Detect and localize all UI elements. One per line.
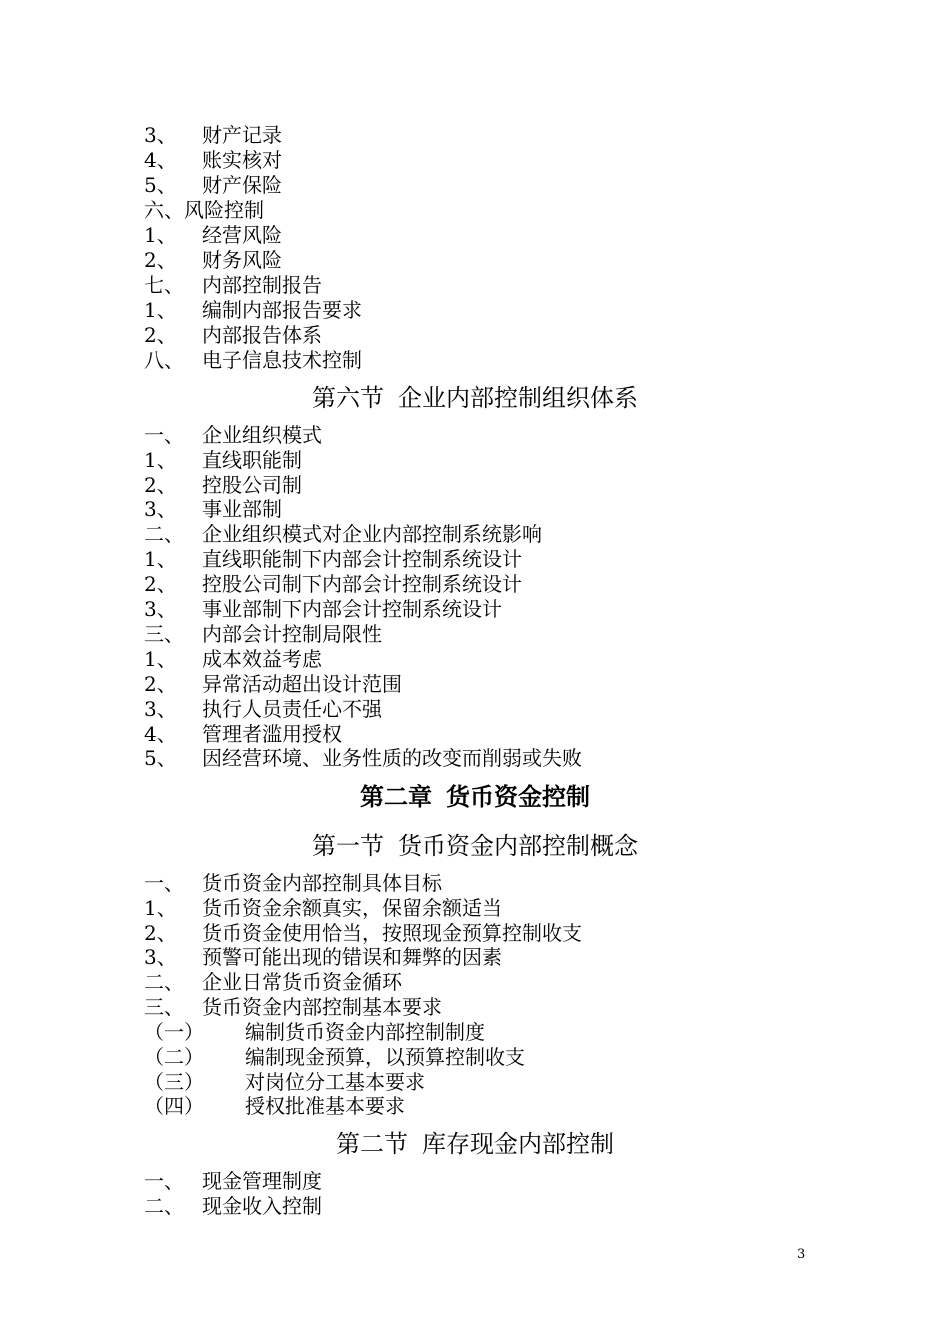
page-number: 3 — [797, 1247, 806, 1262]
item-text: 六、风险控制 — [144, 198, 264, 222]
item-number: 七、 — [144, 273, 184, 297]
item-text: 财产记录 — [202, 123, 282, 147]
list-item — [144, 1094, 405, 1119]
item-text: 编制现金预算，以预算控制收支 — [245, 1045, 525, 1069]
list-item — [144, 995, 442, 1020]
list-item — [144, 647, 322, 672]
list-item — [144, 123, 282, 148]
item-text: 直线职能制下内部会计控制系统设计 — [202, 547, 522, 571]
item-number: 二、 — [144, 970, 184, 994]
list-item — [144, 547, 522, 572]
section-label: 第六节 — [312, 384, 384, 412]
list-item — [144, 572, 522, 597]
item-text: 现金管理制度 — [202, 1169, 322, 1193]
item-text: 直线职能制 — [202, 448, 302, 472]
item-number: 2、 — [144, 921, 177, 945]
item-text: 事业部制下内部会计控制系统设计 — [202, 597, 502, 621]
item-number: 2、 — [144, 473, 177, 497]
item-text: 管理者滥用授权 — [202, 722, 342, 746]
list-item — [144, 722, 342, 747]
item-text: 企业组织模式对企业内部控制系统影响 — [202, 522, 542, 546]
item-number: 一、 — [144, 423, 184, 447]
item-text: 控股公司制 — [202, 473, 302, 497]
item-number: 三、 — [144, 622, 184, 646]
item-text: 现金收入控制 — [202, 1194, 322, 1218]
list-item — [144, 248, 282, 273]
list-item — [144, 871, 442, 896]
list-item — [144, 1020, 485, 1045]
list-item — [144, 1194, 322, 1219]
item-number: （二） — [144, 1045, 204, 1069]
item-text: 电子信息技术控制 — [202, 348, 362, 372]
item-text: 对岗位分工基本要求 — [245, 1070, 425, 1094]
item-text: 执行人员责任心不强 — [202, 697, 382, 721]
list-item — [144, 697, 382, 722]
item-number: 1、 — [144, 547, 177, 571]
list-item — [144, 921, 582, 946]
list-item — [144, 522, 542, 547]
item-text: 授权批准基本要求 — [245, 1094, 405, 1118]
item-text: 因经营环境、业务性质的改变而削弱或失败 — [202, 746, 582, 770]
section-title: 企业内部控制组织体系 — [398, 384, 638, 412]
section-title: 货币资金内部控制概念 — [398, 832, 638, 860]
item-text: 内部会计控制局限性 — [202, 622, 382, 646]
section-heading — [0, 382, 950, 414]
item-number: 1、 — [144, 298, 177, 322]
list-item — [144, 1169, 322, 1194]
item-number: 1、 — [144, 896, 177, 920]
item-text: 经营风险 — [202, 223, 282, 247]
list-item — [144, 672, 402, 697]
section-heading — [0, 1128, 950, 1160]
item-text: 内部报告体系 — [202, 323, 322, 347]
list-item — [144, 597, 502, 622]
list-item — [144, 273, 322, 298]
item-number: 一、 — [144, 1169, 184, 1193]
list-item — [144, 945, 502, 970]
item-number: 1、 — [144, 448, 177, 472]
list-item — [144, 173, 282, 198]
item-number: 二、 — [144, 522, 184, 546]
list-item — [144, 298, 362, 323]
item-number: 4、 — [144, 722, 177, 746]
item-number: 三、 — [144, 995, 184, 1019]
item-number: 5、 — [144, 173, 177, 197]
list-item — [144, 497, 282, 522]
list-item — [144, 1070, 425, 1095]
item-number: 2、 — [144, 323, 177, 347]
item-number: 1、 — [144, 223, 177, 247]
list-item — [144, 1045, 525, 1070]
item-number: 3、 — [144, 597, 177, 621]
list-item — [144, 198, 264, 223]
item-text: 货币资金内部控制具体目标 — [202, 871, 442, 895]
item-text: 编制内部报告要求 — [202, 298, 362, 322]
item-number: 3、 — [144, 497, 177, 521]
item-number: 5、 — [144, 746, 177, 770]
item-text: 企业日常货币资金循环 — [202, 970, 402, 994]
item-text: 财产保险 — [202, 173, 282, 197]
item-number: 4、 — [144, 148, 177, 172]
list-item — [144, 448, 302, 473]
item-number: 一、 — [144, 871, 184, 895]
item-number: 八、 — [144, 348, 184, 372]
item-text: 事业部制 — [202, 497, 282, 521]
chapter-heading — [0, 781, 950, 813]
item-text: 异常活动超出设计范围 — [202, 672, 402, 696]
item-text: 货币资金余额真实，保留余额适当 — [202, 896, 502, 920]
list-item — [144, 622, 382, 647]
item-number: （三） — [144, 1070, 204, 1094]
item-text: 预警可能出现的错误和舞弊的因素 — [202, 945, 502, 969]
chapter-title: 货币资金控制 — [446, 782, 590, 811]
list-item — [144, 746, 582, 771]
item-text: 编制货币资金内部控制制度 — [245, 1020, 485, 1044]
list-item — [144, 423, 322, 448]
list-item — [144, 348, 362, 373]
item-number: 2、 — [144, 248, 177, 272]
item-text: 财务风险 — [202, 248, 282, 272]
item-number: （四） — [144, 1094, 204, 1118]
section-title: 库存现金内部控制 — [422, 1130, 614, 1158]
list-item — [144, 323, 322, 348]
item-text: 货币资金内部控制基本要求 — [202, 995, 442, 1019]
item-number: 3、 — [144, 945, 177, 969]
list-item — [144, 896, 502, 921]
item-text: 控股公司制下内部会计控制系统设计 — [202, 572, 522, 596]
item-text: 企业组织模式 — [202, 423, 322, 447]
item-number: 二、 — [144, 1194, 184, 1218]
item-text: 账实核对 — [202, 148, 282, 172]
item-number: 2、 — [144, 672, 177, 696]
item-text: 成本效益考虑 — [202, 647, 322, 671]
section-label: 第一节 — [312, 832, 384, 860]
list-item — [144, 970, 402, 995]
chapter-label: 第二章 — [360, 782, 432, 811]
item-number: 2、 — [144, 572, 177, 596]
section-label: 第二节 — [336, 1130, 408, 1158]
list-item — [144, 148, 282, 173]
item-text: 内部控制报告 — [202, 273, 322, 297]
list-item — [144, 473, 302, 498]
list-item — [144, 223, 282, 248]
item-number: （一） — [144, 1020, 204, 1044]
section-heading — [0, 830, 950, 862]
item-text: 货币资金使用恰当，按照现金预算控制收支 — [202, 921, 582, 945]
item-number: 1、 — [144, 647, 177, 671]
item-number: 3、 — [144, 697, 177, 721]
item-number: 3、 — [144, 123, 177, 147]
